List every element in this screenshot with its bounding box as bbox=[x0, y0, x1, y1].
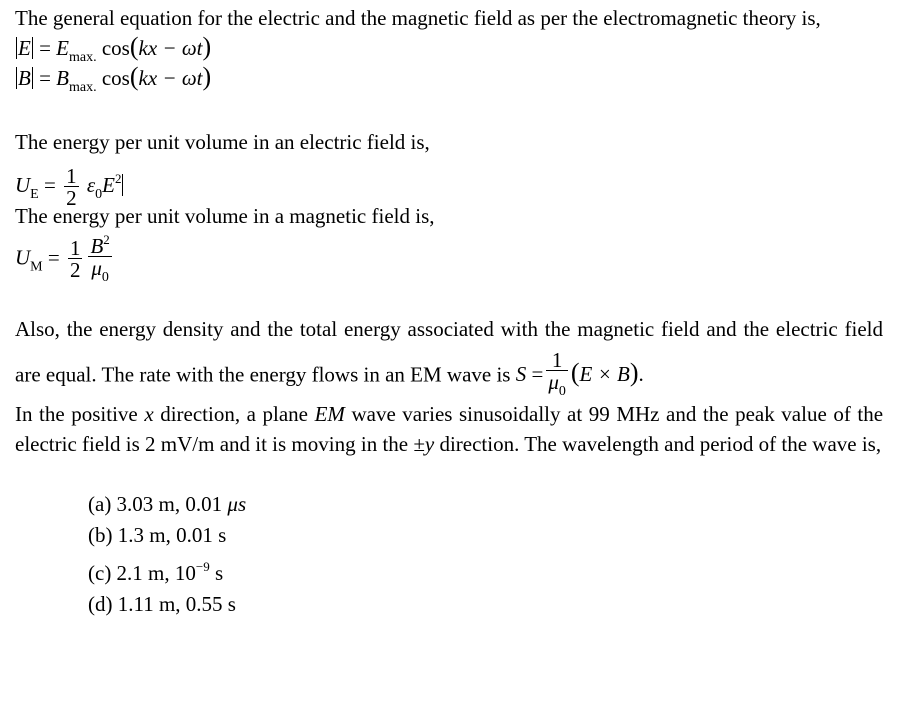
electric-energy-text: The energy per unit volume in an electric field is, bbox=[15, 130, 430, 154]
equation-electric-field: $E = E_{max.}$ cos(kx − ωt) bbox=[18, 32, 212, 65]
magnetic-energy-text: The energy per unit volume in a magnetic field is, bbox=[15, 204, 435, 228]
answer-options bbox=[88, 489, 883, 620]
intro-paragraph: The general equation for the electric and the magnetic field as per the electromagnetic theory is, bbox=[15, 6, 821, 30]
document-body bbox=[15, 4, 883, 620]
energy-flow-paragraph: Also, the energy density and the total energy associated with the magnetic field and the electric field are equal. The rate with the energy flows in an EM wave is S = $\frac{1}{\mu_0}$ (E × B). bbox=[15, 317, 883, 399]
equation-magnetic-field: $B = B_{max.}$ cos(kx − ωt) bbox=[18, 62, 212, 95]
option-a[interactable]: (a) 3.03 m, 0.01 μs bbox=[88, 492, 247, 516]
question-paragraph: In the positive x direction, a plane EM wave varies sinusoidally at 99 MHz and the peak value of the electric field is 2 mV/m and it is moving in the ±y direction. The wavelength and period of the wave is, bbox=[15, 402, 884, 456]
option-c[interactable]: (c) 2.1 m, $10^{-9}$ s bbox=[88, 559, 224, 585]
equation-poynting: S = $\frac{1}{\mu_0}$ (E × B). bbox=[515, 348, 644, 399]
option-b[interactable]: (b) 1.3 m, 0.01 s bbox=[88, 523, 227, 547]
option-d[interactable]: (d) 1.11 m, 0.55 s bbox=[88, 592, 236, 616]
equation-electric-energy: $U_E$ = $\frac{1}{2}$ $\varepsilon_0E^2$ bbox=[15, 163, 122, 210]
equation-magnetic-energy: $U_M$ = $\frac{1}{2}$ $\frac{B^2}{\mu_0}$ bbox=[15, 232, 110, 285]
